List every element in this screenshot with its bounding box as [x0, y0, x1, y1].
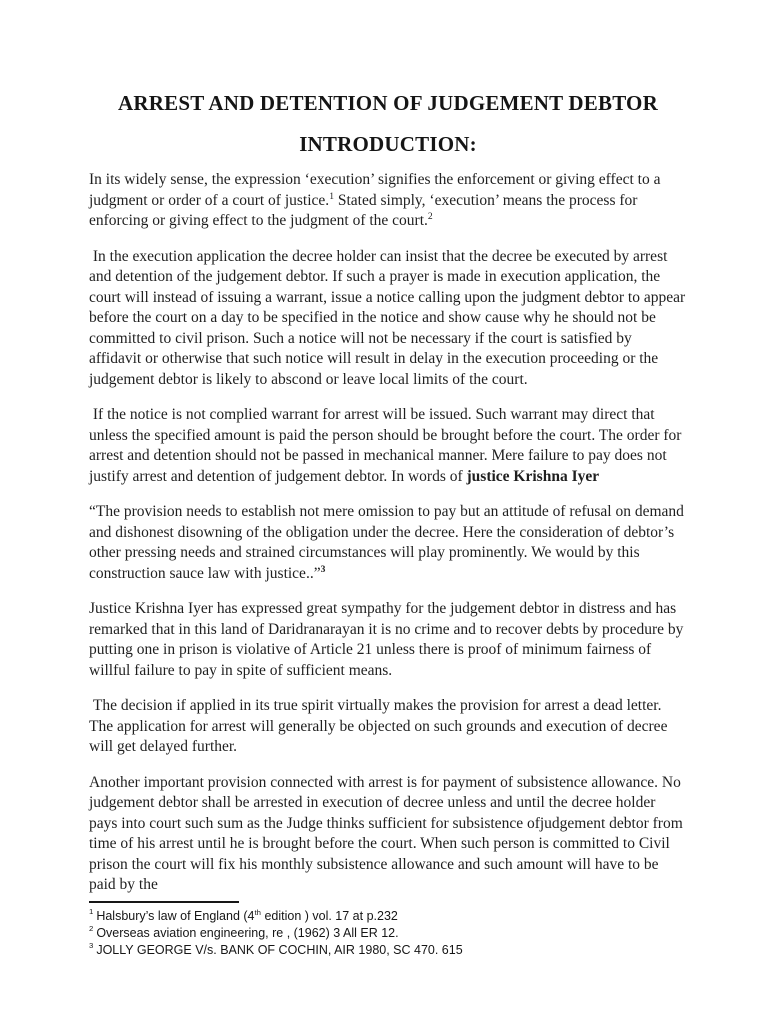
paragraph: [89, 247, 687, 391]
superscript-ref: 2: [427, 210, 433, 222]
text-run: Overseas aviation engineering, re , (1962) 3 All ER 12.: [96, 925, 399, 940]
paragraph: [89, 696, 687, 758]
footnote-separator: [89, 901, 239, 903]
text-run: If the notice is not complied warrant for arrest will be issued. Such warrant may direct that unless the specified amount is paid the person should be brought before the court. The order for arrest and detention should not be passed in mechanical manner. Mere failure to pay does not justify arrest and detention of judgement debtor. In words of: [89, 406, 682, 485]
paragraph: [89, 502, 687, 584]
text-run: The decision if applied in its true spirit virtually makes the provision for arrest a dead letter. The application for arrest will generally be objected on such grounds and execution of decree will get delayed further.: [89, 697, 668, 755]
text-run: In the execution application the decree holder can insist that the decree be executed by arrest and detention of the judgement debtor. If such a prayer is made in execution application, the court will instead of issuing a warrant, issue a notice calling upon the judgment debtor to appear before the court on a day to be specified in the notice and show cause why he should not be committed to civil prison. Such a notice will not be necessary if the court is satisfied by affidavit or otherwise that such notice will result in delay in the execution proceeding or the judgement debtor is likely to abscond or leave local limits of the court.: [89, 247, 686, 388]
footnote-item: [89, 925, 687, 942]
text-run: JOLLY GEORGE V/s. BANK OF COCHIN, AIR 1980, SC 470. 615: [96, 942, 463, 957]
paragraph: [89, 773, 687, 896]
footnotes-section: [89, 908, 687, 959]
superscript-ref: 1: [329, 190, 334, 202]
superscript-ref: th: [254, 907, 261, 917]
footnote-marker: 3: [89, 941, 94, 951]
text-run: In its widely sense, the expression ‘execution’ signifies the enforcement or giving effect to a judgment or order of a court of justice.: [89, 171, 661, 209]
text-run: Halsbury’s law of England (4: [96, 908, 255, 923]
document-body: [89, 170, 687, 896]
text-run: edition ) vol. 17 at p.232: [260, 908, 398, 923]
paragraph: [89, 170, 687, 232]
text-run: Justice Krishna Iyer has expressed great sympathy for the judgement debtor in distress and has remarked that in this land of Daridranarayan it is no crime and to recover debts by procedure by putting one in prison is violative of Article 21 unless there is proof of minimum fairness of willful failure to pay in spite of sufficient means.: [89, 600, 684, 679]
document-subtitle: INTRODUCTION:: [299, 132, 477, 156]
footnote-item: [89, 942, 687, 959]
text-run: Another important provision connected with arrest is for payment of subsistence allowance. No judgement debtor shall be arrested in execution of decree unless and until the decree holder pays into court such sum as the Judge thinks sufficient for subsistence ofjudgement debtor from time of his arrest until he is brought before the court. When such person is committed to Civil prison the court will fix his monthly subsistence allowance and such amount will have to be paid by the: [89, 773, 683, 893]
paragraph: [89, 405, 687, 487]
superscript-ref: 3: [320, 563, 326, 575]
footnote-marker: 1: [89, 907, 94, 917]
text-run: Stated simply, ‘execution’ means the process for enforcing or giving effect to the judgment of the court.: [89, 191, 638, 229]
text-run: justice Krishna Iyer: [466, 467, 600, 485]
footnote-item: [89, 908, 687, 925]
paragraph: [89, 599, 687, 681]
footnote-marker: 2: [89, 924, 94, 934]
text-run: “The provision needs to establish not mere omission to pay but an attitude of refusal on demand and dishonest disowning of the obligation under the decree. Here the consideration of debtor’s other pressing needs and strained circumstances will play prominently. We would by this construction sauce law with justice..”: [89, 503, 684, 582]
document-title: ARREST AND DETENTION OF JUDGEMENT DEBTOR: [118, 91, 658, 115]
